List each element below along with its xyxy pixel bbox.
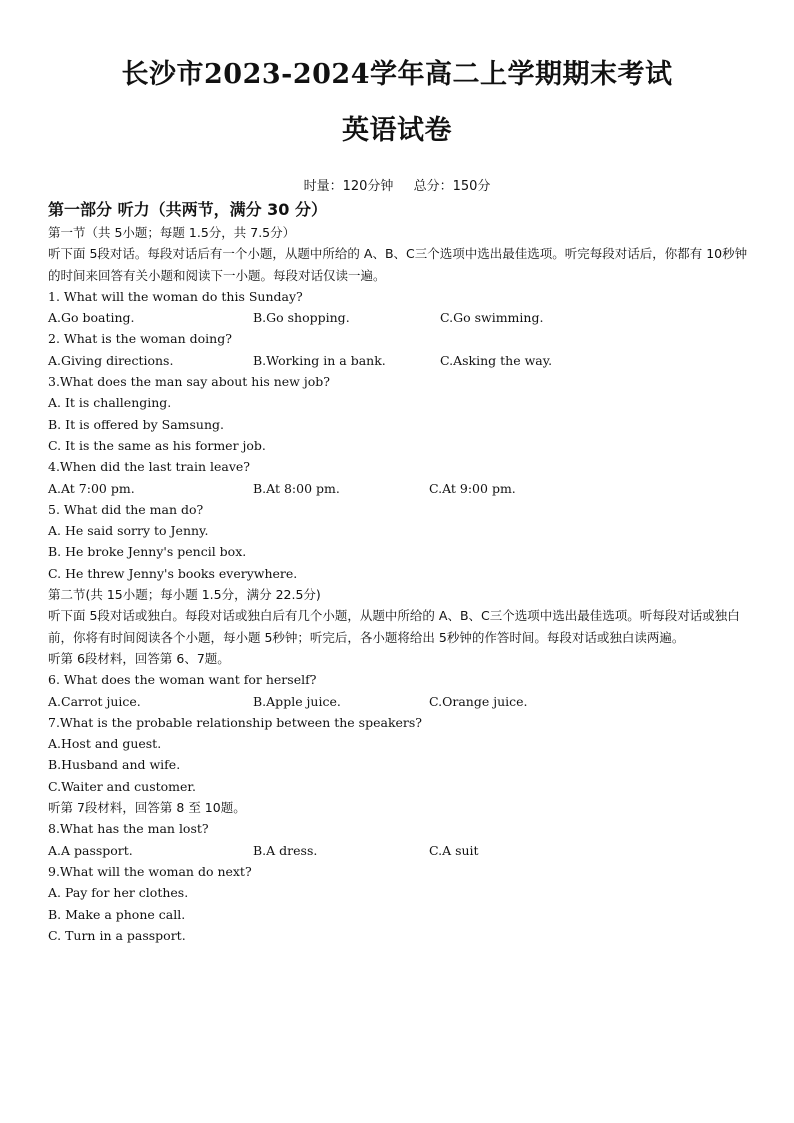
material-7-note: 听第 7段材料，回答第 8 至 10题。 [48, 800, 246, 816]
question-1-option-b: B.Go shopping. [253, 310, 350, 326]
question-4-options [48, 478, 754, 499]
section2-instructions: 听下面 5段对话或独白。每段对话或独白后有几个小题，从题中所给的 A、B、C三个选项中选出最佳选项。听每段对话或独白前，你将有时间阅读各个小题，每小题 5秒钟；听完后，各小题将给出 5秒钟的作答时间。每段对话或独白读两遍。 [48, 608, 740, 645]
question-5-option-b: B. He broke Jenny's pencil box. [48, 544, 247, 560]
question-6-option-b: B.Apple juice. [253, 693, 341, 709]
exam-time: 时量：120分钟 [303, 179, 394, 194]
question-2-options [48, 350, 754, 371]
question-6-stem: 6. What does the woman want for herself? [48, 672, 317, 688]
question-8-options [48, 840, 754, 861]
question-8-option-a: A.A passport. [48, 842, 133, 858]
question-3-option-a: A. It is challenging. [48, 395, 172, 411]
exam-meta [0, 175, 794, 194]
question-6-option-c: C.Orange juice. [429, 693, 528, 709]
question-2-option-c: C.Asking the way. [440, 352, 553, 368]
question-5-stem: 5. What did the man do? [48, 501, 204, 517]
question-8-stem: 8.What has the man lost? [48, 821, 209, 837]
question-4-stem: 4.When did the last train leave? [48, 459, 251, 475]
section2-heading: 第二节(共 15小题；每小题 1.5分，满分 22.5分) [48, 587, 321, 603]
question-2-stem: 2. What is the woman doing? [48, 331, 232, 347]
question-2-option-b: B.Working in a bank. [253, 352, 386, 368]
exam-content [48, 198, 754, 946]
question-9-stem: 9.What will the woman do next? [48, 863, 252, 879]
material-6-note: 听第 6段材料，回答第 6、7题。 [48, 650, 230, 666]
question-8-option-c: C.A suit [429, 842, 479, 858]
question-7-stem: 7.What is the probable relationship between the speakers? [48, 714, 423, 730]
question-1-option-c: C.Go swimming. [440, 310, 544, 326]
question-9-option-c: C. Turn in a passport. [48, 927, 186, 943]
exam-subtitle: 英语试卷 [342, 115, 452, 146]
exam-title: 长沙市2023-2024学年高二上学期期末考试 [121, 59, 673, 90]
question-8-option-b: B.A dress. [253, 842, 318, 858]
question-4-option-b: B.At 8:00 pm. [253, 480, 340, 496]
question-7-option-a: A.Host and guest. [48, 736, 162, 752]
question-7-option-c: C.Waiter and customer. [48, 778, 196, 794]
question-9-option-a: A. Pay for her clothes. [48, 885, 189, 901]
question-1-stem: 1. What will the woman do this Sunday? [48, 288, 303, 304]
question-3-option-b: B. It is offered by Samsung. [48, 416, 225, 432]
question-4-option-a: A.At 7:00 pm. [48, 480, 135, 496]
exam-score: 总分：150分 [413, 179, 491, 194]
part1-heading: 第一部分 听力（共两节，满分 30 分） [48, 200, 327, 219]
question-6-option-a: A.Carrot juice. [48, 693, 141, 709]
question-3-option-c: C. It is the same as his former job. [48, 437, 266, 453]
question-5-option-c: C. He threw Jenny's books everywhere. [48, 565, 298, 581]
question-2-option-a: A.Giving directions. [48, 352, 174, 368]
section1-heading: 第一节（共 5小题；每题 1.5分，共 7.5分） [48, 225, 296, 240]
question-6-options [48, 691, 754, 712]
question-3-stem: 3.What does the man say about his new job? [48, 374, 330, 390]
question-5-option-a: A. He said sorry to Jenny. [48, 523, 209, 539]
question-9-option-b: B. Make a phone call. [48, 906, 186, 922]
question-7-option-b: B.Husband and wife. [48, 757, 181, 773]
section1-instructions: 听下面 5段对话。每段对话后有一个小题，从题中所给的 A、B、C三个选项中选出最佳选项。听完每段对话后，你都有 10秒钟的时间来回答有关小题和阅读下一小题。每段对话仅读一遍。 [48, 246, 748, 283]
question-4-option-c: C.At 9:00 pm. [429, 480, 516, 496]
question-1-options [48, 307, 754, 328]
question-1-option-a: A.Go boating. [48, 310, 135, 326]
